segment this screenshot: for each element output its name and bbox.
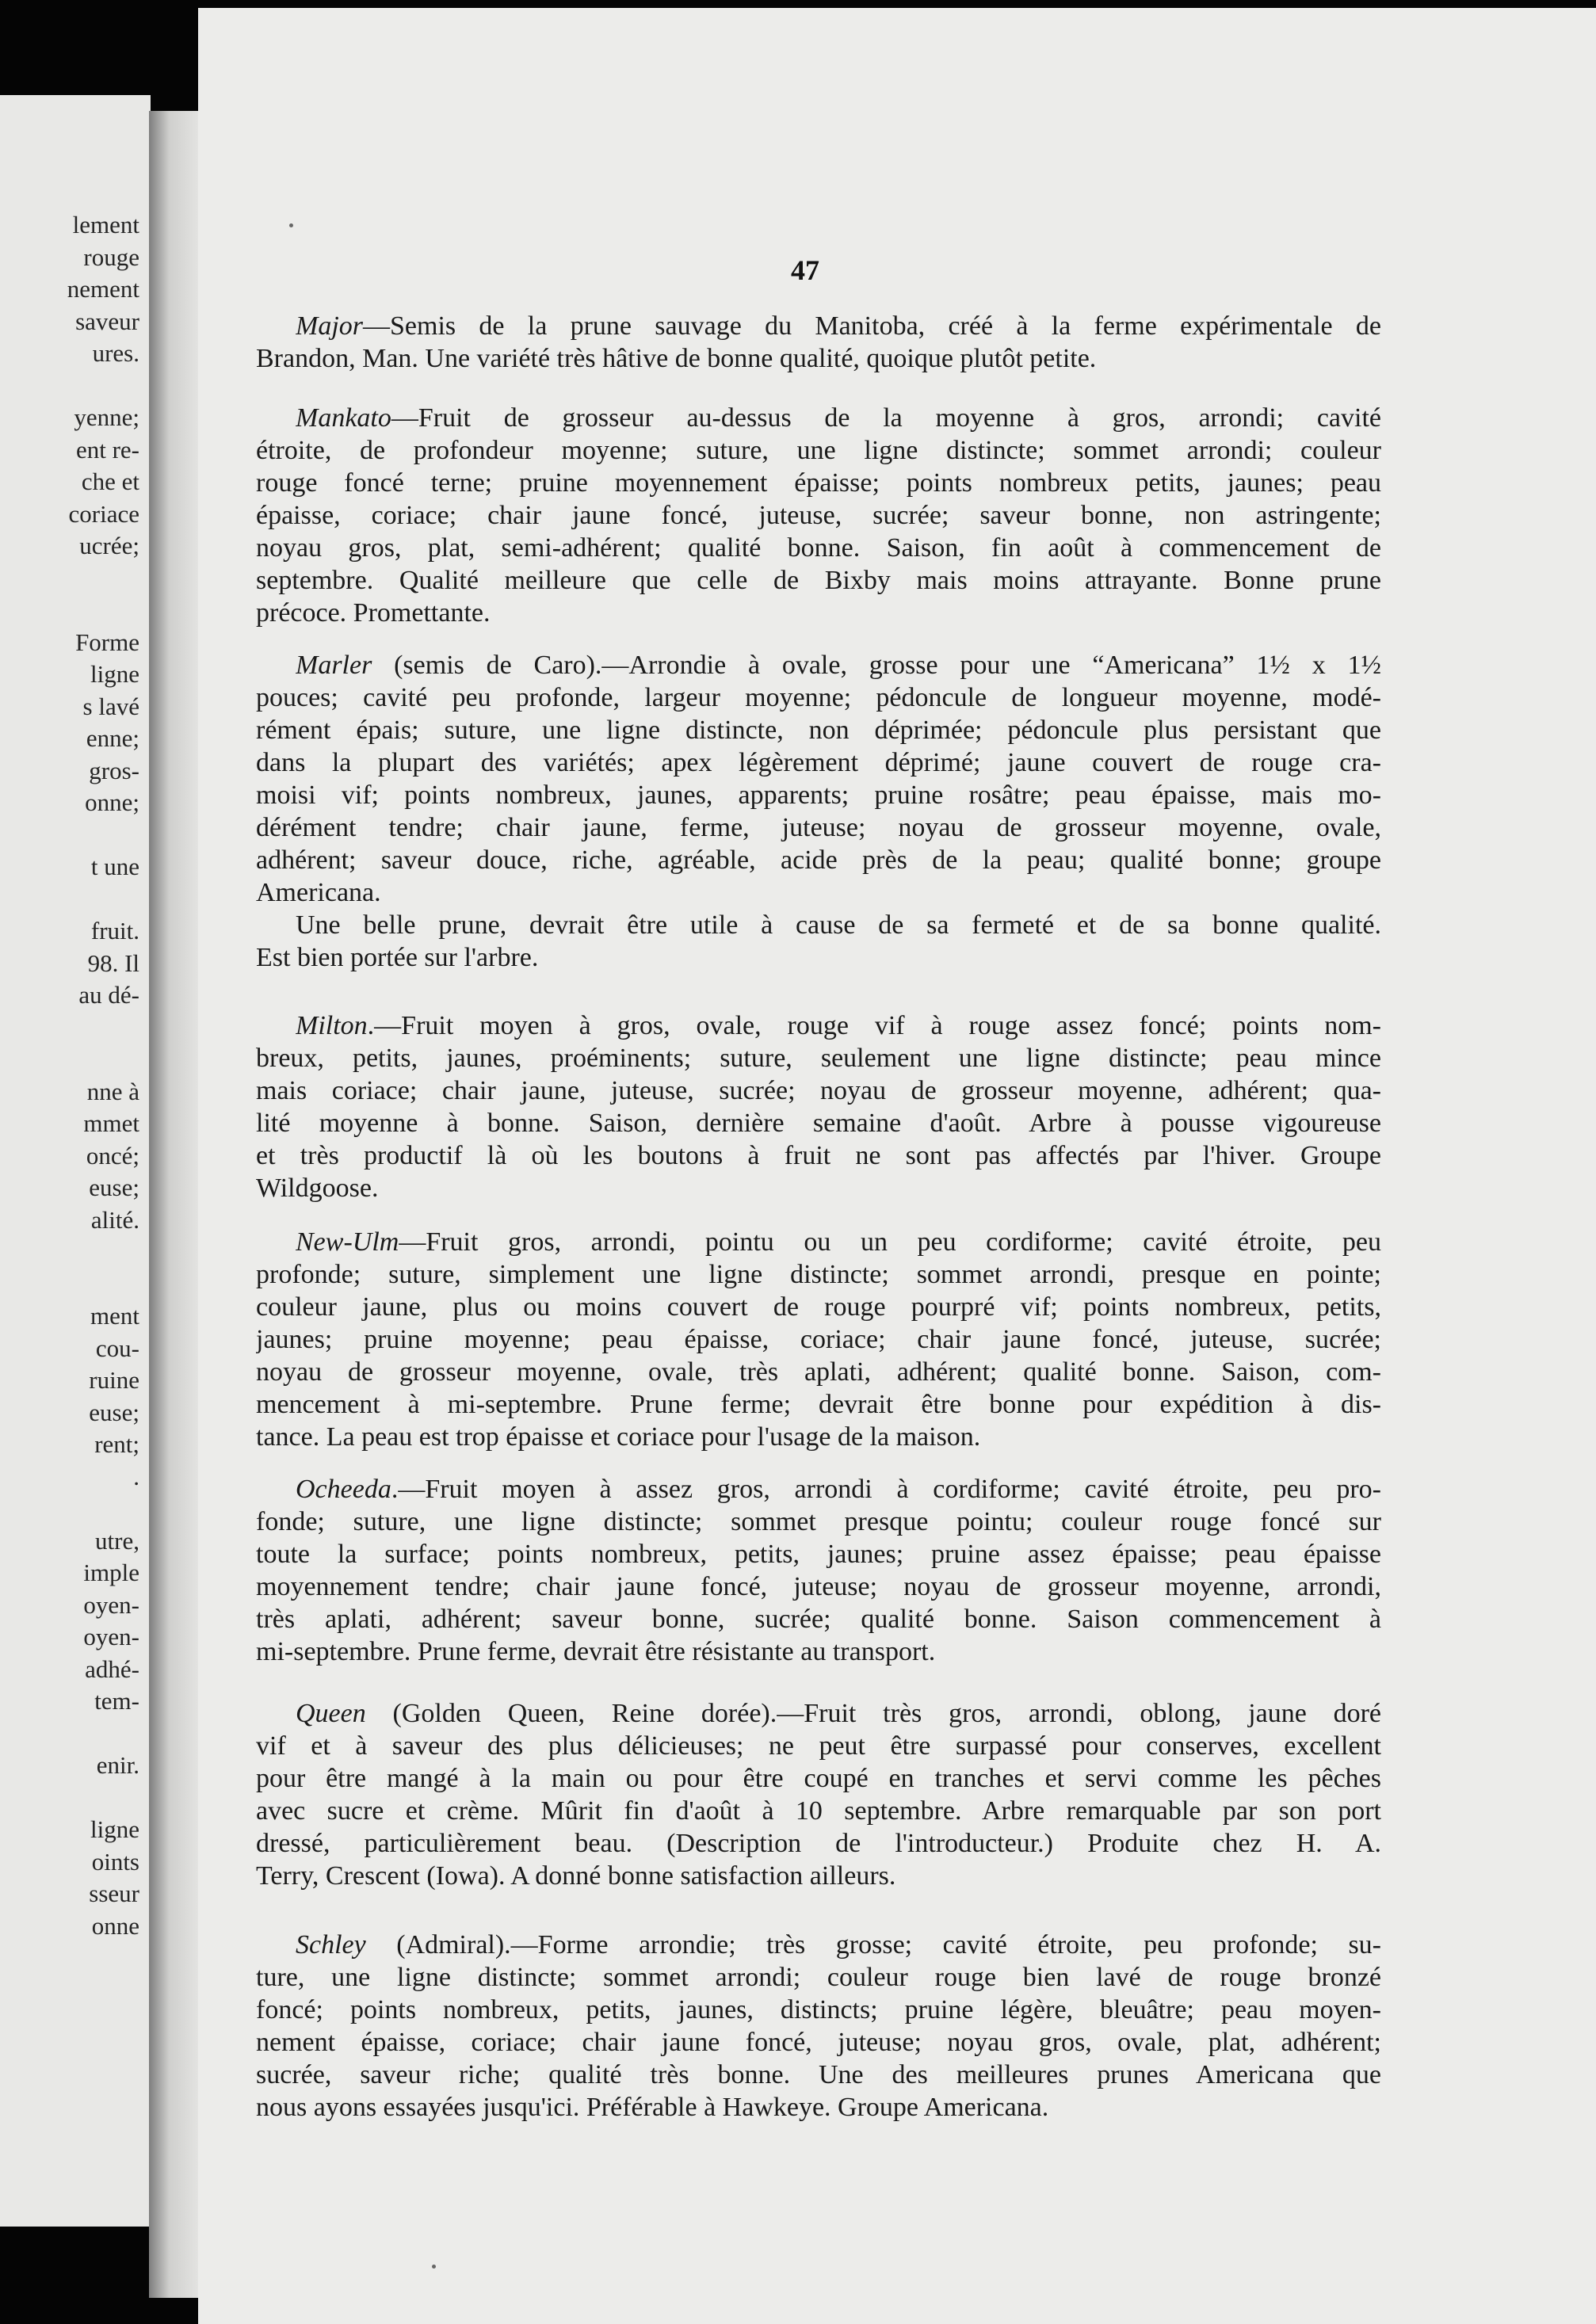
entry-text: avec sucre et crème. Mûrit fin d'août à 10 septembre. Arbre remarquable par son port [256, 1796, 1381, 1826]
entry-line [256, 1292, 1381, 1323]
entry-line [296, 1474, 1381, 1505]
entry-text: .—Fruit moyen à gros, ovale, rouge vif à rouge assez foncé; points nom- [367, 1011, 1381, 1040]
entry-line [296, 311, 1381, 342]
entry-line [256, 1421, 1381, 1453]
variety-name: Queen [296, 1699, 366, 1728]
entry-line [256, 1259, 1381, 1291]
entry-text: pouces; cavité peu profonde, largeur moyenne; pédoncule de longueur moyenne, modé- [256, 683, 1381, 712]
entry-text: .—Fruit moyen à assez gros, arrondi à cordiforme; cavité étroite, peu pro- [391, 1475, 1381, 1504]
facing-page-fragment: euse; [89, 1173, 139, 1201]
entry-text: noyau de grosseur moyenne, ovale, très aplati, adhérent; qualité bonne. Saison, com- [256, 1357, 1381, 1387]
entry-text: jaunes; pruine moyenne; peau épaisse, coriace; chair jaune foncé, juteuse, sucrée; [256, 1325, 1381, 1354]
page-number: 47 [791, 254, 819, 286]
entry-text: —Fruit de grosseur au-dessus de la moyenne à gros, arrondi; cavité [391, 403, 1381, 433]
variety-name: Mankato [296, 403, 391, 433]
entry-text: étroite, de profondeur moyenne; suture, une ligne distincte; sommet arrondi; couleur [256, 436, 1381, 465]
entry-text: dressé, particulièrement beau. (Description de l'introducteur.) Produite chez H. A. [256, 1829, 1381, 1858]
variety-name: New-Ulm [296, 1227, 399, 1257]
facing-page-fragment: ment [90, 1302, 139, 1330]
entry-line [256, 2027, 1381, 2059]
facing-page-fragment: rent; [94, 1430, 139, 1458]
entry-line [256, 1731, 1381, 1762]
entry-line [256, 1108, 1381, 1139]
entry-text: précoce. Promettante. [256, 598, 491, 628]
facing-page-fragment: saveur [75, 307, 139, 335]
facing-page-fragment: utre, [95, 1526, 139, 1555]
entry-text: lité moyenne à bonne. Saison, dernière semaine d'août. Arbre à pousse vigoureuse [256, 1109, 1381, 1138]
entry-line [256, 1860, 1381, 1892]
facing-page-fragment: oyen- [83, 1623, 139, 1650]
entry-line [296, 1010, 1381, 1042]
variety-name: Marler [296, 651, 372, 680]
facing-page-fragment: adhé- [85, 1654, 139, 1683]
entry-text: mais coriace; chair jaune, juteuse, sucrée; noyau de grosseur moyenne, adhérent; qua- [256, 1076, 1381, 1105]
entry-text: (semis de Caro).—Arrondie à ovale, grosse pour une “Americana” 1½ x 1½ [372, 651, 1381, 680]
facing-page-fragment: coriace [68, 499, 139, 528]
entry-line [256, 780, 1381, 811]
facing-page-fragment: nne à [86, 1077, 139, 1105]
facing-page-fragment: 98. Il [87, 948, 139, 977]
facing-page-fragment: mmet [83, 1109, 139, 1137]
facing-page-fragment: oints [91, 1847, 139, 1876]
entry-text: foncé; points nombreux, petits, jaunes, distincts; pruine légère, bleuâtre; peau moyen- [256, 1995, 1381, 2024]
entry-text: sucrée, saveur riche; qualité très bonne. Une des meilleures prunes Americana que [256, 2060, 1381, 2089]
entry-line [256, 500, 1381, 532]
facing-page-fragment: lement [72, 211, 139, 239]
entry-text: breux, petits, jaunes, proéminents; suture, seulement une ligne distincte; peau mince [256, 1044, 1381, 1073]
entry-text: Americana. [256, 878, 381, 907]
facing-page-fragment: euse; [89, 1398, 139, 1426]
entry-text: rément épais; suture, une ligne distincte, non déprimée; pédoncule plus persistant que [256, 716, 1381, 745]
entry-line [256, 1828, 1381, 1860]
entry-text: toute la surface; points nombreux, petits, jaunes; pruine assez épaisse; peau épaisse [256, 1540, 1381, 1569]
facing-page-fragment: sseur [89, 1879, 139, 1907]
facing-page-fragment: ruine [89, 1366, 139, 1394]
entry-text: épaisse, coriace; chair jaune foncé, juteuse, sucrée; saveur bonne, non astringente; [256, 501, 1381, 530]
facing-page-fragment: nement [67, 275, 139, 303]
facing-page-fragment: enir. [96, 1751, 139, 1779]
page-speck [432, 2265, 436, 2269]
entry-line [256, 1962, 1381, 1994]
entry-line [256, 1506, 1381, 1538]
facing-page-fragment: t une [90, 853, 139, 880]
facing-page-fragment: enne; [86, 724, 139, 752]
entry-text: dans la plupart des variétés; apex légèrement déprimé; jaune couvert de rouge cra- [256, 748, 1381, 777]
facing-page-fragment: ligne [90, 1815, 139, 1843]
variety-name: Major [296, 311, 363, 341]
entry-text: pour être mangé à la main ou pour être coupé en tranches et servi comme les pêches [256, 1764, 1381, 1793]
entry-line [256, 597, 1381, 629]
facing-page-fragment: alité. [90, 1205, 139, 1234]
entry-line [256, 1043, 1381, 1074]
facing-page-fragment: ent re- [75, 435, 139, 464]
facing-page-fragment: gros- [89, 756, 139, 784]
entry-line [256, 1389, 1381, 1421]
entry-line [256, 1604, 1381, 1635]
entry-line [256, 2092, 1381, 2124]
entry-text: tance. La peau est trop épaisse et coriace pour l'usage de la maison. [256, 1422, 981, 1452]
entry-line [256, 467, 1381, 499]
entry-text: très aplati, adhérent; saveur bonne, sucrée; qualité bonne. Saison commencement à [256, 1605, 1381, 1634]
page-speck [289, 223, 293, 227]
entry-line [256, 343, 1381, 375]
entry-line [256, 1795, 1381, 1827]
facing-page-fragment: ucrée; [79, 532, 139, 559]
entry-text: Est bien portée sur l'arbre. [256, 943, 539, 972]
entry-line [256, 2059, 1381, 2091]
entry-text: fonde; suture, une ligne distincte; sommet presque pointu; couleur rouge foncé sur [256, 1507, 1381, 1536]
entry-line [256, 435, 1381, 467]
facing-page-fragment: . [133, 1462, 139, 1490]
facing-page-fragment: yenne; [74, 403, 139, 431]
entry-text: et très productif là où les boutons à fruit ne sont pas affectés par l'hiver. Groupe [256, 1141, 1381, 1170]
facing-page-fragment: oyen- [83, 1590, 139, 1619]
entry-line [296, 650, 1381, 681]
entry-text: nous ayons essayées jusqu'ici. Préférable à Hawkeye. Groupe Americana. [256, 2093, 1049, 2122]
facing-page-fragment: tem- [94, 1687, 139, 1715]
facing-page-fragment: Forme [75, 628, 139, 656]
facing-page-fragment: oncé; [86, 1141, 139, 1170]
entry-line [256, 1571, 1381, 1603]
entry-line [296, 1227, 1381, 1258]
facing-page-fragment: fruit. [90, 917, 139, 944]
entry-line [256, 1636, 1381, 1668]
entry-text: —Fruit gros, arrondi, pointu ou un peu cordiforme; cavité étroite, peu [399, 1227, 1381, 1257]
facing-page-fragment: imple [83, 1559, 139, 1586]
facing-page-fragment: ligne [90, 660, 139, 688]
entry-line [256, 1324, 1381, 1356]
book-gutter [149, 111, 200, 2298]
entry-line [256, 715, 1381, 746]
entry-line [256, 812, 1381, 844]
variety-name: Milton [296, 1011, 368, 1040]
entry-line [256, 1539, 1381, 1570]
entry-line [256, 1994, 1381, 2026]
entry-text: Wildgoose. [256, 1173, 379, 1203]
entry-text: Une belle prune, devrait être utile à cause de sa fermeté et de sa bonne qualité. [296, 910, 1381, 940]
facing-page-fragment: au dé- [78, 981, 139, 1009]
entry-text: nement épaisse, coriace; chair jaune foncé, juteuse; noyau gros, ovale, plat, adhérent; [256, 2028, 1381, 2057]
variety-name: Schley [296, 1930, 366, 1960]
entry-text: vif et à saveur des plus délicieuses; ne peut être surpassé pour conserves, excellent [256, 1731, 1381, 1761]
entry-text: profonde; suture, simplement une ligne distincte; sommet arrondi, presque en pointe; [256, 1260, 1381, 1289]
entry-line [256, 682, 1381, 714]
entry-text: dérément tendre; chair jaune, ferme, juteuse; noyau de grosseur moyenne, ovale, [256, 813, 1381, 842]
facing-page-fragment: rouge [83, 242, 139, 271]
entry-text: (Golden Queen, Reine dorée).—Fruit très gros, arrondi, oblong, jaune doré [365, 1699, 1381, 1728]
entry-line [256, 1763, 1381, 1795]
entry-line [256, 532, 1381, 564]
entry-text: mencement à mi-septembre. Prune ferme; devrait être bonne pour expédition à dis- [256, 1390, 1381, 1419]
entry-line [296, 403, 1381, 434]
facing-page-fragment: onne [91, 1911, 139, 1940]
entry-line [256, 877, 1381, 909]
entry-line [256, 747, 1381, 779]
entry-line [256, 1173, 1381, 1204]
entry-text: mi-septembre. Prune ferme, devrait être résistante au transport. [256, 1637, 936, 1666]
entry-text: noyau gros, plat, semi-adhérent; qualité bonne. Saison, fin août à commencement de [256, 533, 1381, 563]
entry-line [296, 1698, 1381, 1730]
entry-text: moyennement tendre; chair jaune foncé, juteuse; noyau de grosseur moyenne, arrondi, [256, 1572, 1381, 1601]
entry-line [256, 565, 1381, 597]
facing-page-edge [0, 95, 151, 2227]
entry-line [256, 942, 1381, 974]
entry-text: Brandon, Man. Une variété très hâtive de bonne qualité, quoique plutôt petite. [256, 344, 1097, 373]
entry-text: couleur jaune, plus ou moins couvert de rouge pourpré vif; points nombreux, petits, [256, 1292, 1381, 1322]
facing-page-fragment: cou- [95, 1334, 139, 1362]
facing-page-fragment: onne; [85, 788, 139, 816]
entry-line [296, 1929, 1381, 1961]
entry-text: ture, une ligne distincte; sommet arrondi; couleur rouge bien lavé de rouge bronzé [256, 1963, 1381, 1992]
entry-text: adhérent; saveur douce, riche, agréable, acide près de la peau; qualité bonne; groupe [256, 845, 1381, 875]
entry-text: Terry, Crescent (Iowa). A donné bonne satisfaction ailleurs. [256, 1861, 896, 1891]
entry-text: —Semis de la prune sauvage du Manitoba, créé à la ferme expérimentale de [363, 311, 1381, 341]
facing-page-fragment: s lavé [82, 692, 139, 720]
entry-line [256, 1140, 1381, 1172]
entry-line [256, 1357, 1381, 1388]
entry-text: septembre. Qualité meilleure que celle de Bixby mais moins attrayante. Bonne prune [256, 566, 1381, 595]
entry-text: rouge foncé terne; pruine moyennement épaisse; points nombreux petits, jaunes; peau [256, 468, 1381, 498]
facing-page-fragment: che et [81, 467, 139, 495]
entry-text: moisi vif; points nombreux, jaunes, apparents; pruine rosâtre; peau épaisse, mais mo- [256, 780, 1381, 810]
entry-line [296, 910, 1381, 941]
variety-name: Ocheeda [296, 1475, 391, 1504]
entry-text: (Admiral).—Forme arrondie; très grosse; cavité étroite, peu profonde; su- [365, 1930, 1381, 1960]
entry-line [256, 1075, 1381, 1107]
facing-page-fragment: ures. [92, 339, 139, 367]
entry-line [256, 845, 1381, 876]
